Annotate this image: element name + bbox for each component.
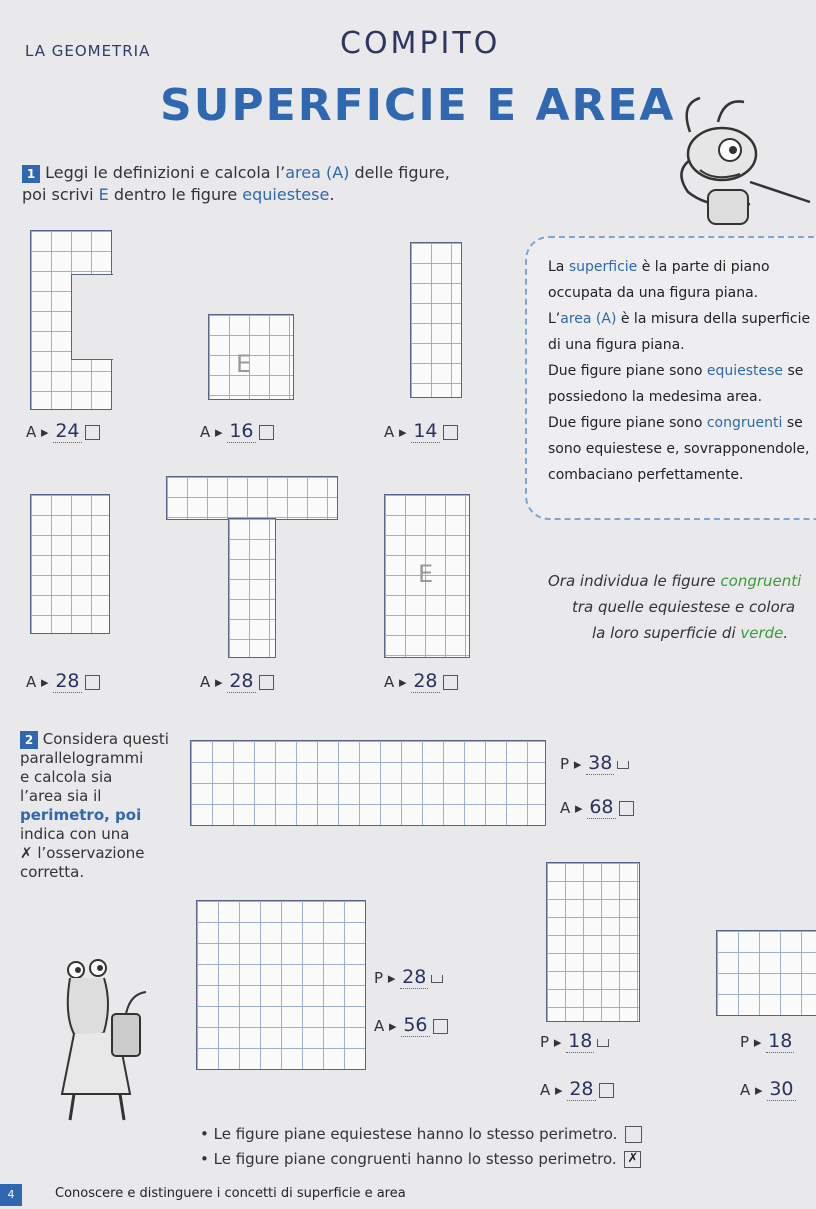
p-label-1: P ▸ 38 bbox=[560, 752, 629, 774]
figure-tall-rect bbox=[410, 242, 462, 398]
handwritten-note: COMPITO bbox=[340, 26, 501, 61]
parallelogram-3 bbox=[546, 862, 640, 1022]
observation-2-checkbox[interactable]: ✗ bbox=[624, 1151, 641, 1168]
parallelogram-2 bbox=[196, 900, 366, 1070]
area-answer-5[interactable]: 28 bbox=[229, 670, 254, 692]
footer bbox=[0, 1176, 816, 1209]
instr-text: poi scrivi bbox=[22, 185, 99, 204]
area-answer-3[interactable]: 14 bbox=[413, 420, 438, 442]
area-label-6: A ▸ 28 bbox=[384, 670, 458, 692]
perimeter-answer-3[interactable]: 18 bbox=[568, 1030, 593, 1052]
def-line: La superficie è la parte di piano bbox=[548, 259, 770, 275]
a-label-1: A ▸ 68 bbox=[560, 796, 634, 818]
definitions-text bbox=[548, 254, 816, 488]
exercise2-number: 2 bbox=[20, 731, 38, 749]
area-answer-6[interactable]: 28 bbox=[413, 670, 438, 692]
instr-text: . bbox=[329, 185, 335, 204]
section-title: LA GEOMETRIA bbox=[25, 42, 151, 60]
alien-mascot-icon bbox=[660, 92, 816, 232]
instr-text: delle figure, bbox=[349, 163, 450, 182]
area-prefix: A ▸ bbox=[26, 423, 49, 441]
area-unit-box bbox=[259, 425, 274, 440]
area-answer-p3[interactable]: 28 bbox=[569, 1078, 594, 1100]
exercise1-instruction bbox=[22, 162, 502, 206]
area-unit-box bbox=[85, 425, 100, 440]
def-line: Due figure piane sono equiestese se bbox=[548, 363, 804, 379]
area-answer-p2[interactable]: 56 bbox=[403, 1014, 428, 1036]
area-prefix: A ▸ bbox=[200, 423, 223, 441]
instr-e: E bbox=[98, 185, 109, 204]
area-answer-4[interactable]: 28 bbox=[55, 670, 80, 692]
area-label-3 bbox=[384, 420, 458, 442]
instr-text: Leggi le definizioni e calcola l’ bbox=[45, 163, 286, 182]
instr-equi: equiestese bbox=[242, 185, 330, 204]
area-label-1 bbox=[26, 420, 100, 442]
a-label-4: A ▸ 30 bbox=[740, 1078, 794, 1100]
area-label-2 bbox=[200, 420, 274, 442]
a-label-2: A ▸ 56 bbox=[374, 1014, 448, 1036]
page-number: 4 bbox=[0, 1184, 22, 1206]
figure-t-bar bbox=[166, 476, 338, 520]
area-label-4: A ▸ 28 bbox=[26, 670, 100, 692]
def-line: Due figure piane sono congruenti se bbox=[548, 415, 803, 431]
instr-text: dentro le figure bbox=[108, 185, 243, 204]
figure-c-shape-notch bbox=[71, 274, 113, 360]
observation-2: • Le figure piane congruenti hanno lo stesso perimetro. ✗ bbox=[200, 1150, 641, 1168]
p-label-3: P ▸ 18 bbox=[540, 1030, 609, 1052]
observation-1: • Le figure piane equiestese hanno lo stesso perimetro. bbox=[200, 1125, 642, 1143]
page-title: SUPERFICIE E AREA bbox=[160, 80, 676, 131]
footer-text: Conoscere e distinguere i concetti di superficie e area bbox=[55, 1186, 406, 1201]
parallelogram-1 bbox=[190, 740, 546, 826]
figure-rect-2 bbox=[30, 494, 110, 634]
def-line: combaciano perfettamente. bbox=[548, 467, 744, 483]
def-line: sono equiestese e, sovrapponendole, bbox=[548, 441, 810, 457]
parallelogram-4 bbox=[716, 930, 816, 1016]
figure-rect-3-mark: E bbox=[418, 560, 434, 588]
def-line: possiedono la medesima area. bbox=[548, 389, 763, 405]
area-prefix: A ▸ bbox=[384, 423, 407, 441]
p-label-4: P ▸ 18 bbox=[740, 1030, 793, 1052]
instr-area: area (A) bbox=[285, 163, 350, 182]
alien-mascot-icon bbox=[34, 944, 184, 1124]
observation-1-checkbox[interactable] bbox=[625, 1126, 642, 1143]
exercise1-number: 1 bbox=[22, 165, 40, 183]
def-line: occupata da una figura piana. bbox=[548, 285, 759, 301]
area-answer-2[interactable]: 16 bbox=[229, 420, 254, 442]
ora-instruction: Ora individua le figure congruenti tra quelle equiestese e colora la loro superficie di verde. bbox=[548, 572, 802, 642]
area-answer-p1[interactable]: 68 bbox=[589, 796, 614, 818]
exercise2-instruction: 2 Considera questi parallelogrammi e calcola sia l’area sia il perimetro, poi indica con una ✗ l’osservazione corretta. bbox=[20, 730, 169, 881]
perimeter-answer-2[interactable]: 28 bbox=[402, 966, 427, 988]
area-answer-1[interactable]: 24 bbox=[55, 420, 80, 442]
def-line: di una figura piana. bbox=[548, 337, 685, 353]
figure-t-stem bbox=[228, 518, 276, 658]
p-label-2: P ▸ 28 bbox=[374, 966, 443, 988]
area-unit-box bbox=[443, 425, 458, 440]
area-label-5: A ▸ 28 bbox=[200, 670, 274, 692]
def-line: L’area (A) è la misura della superficie bbox=[548, 311, 811, 327]
a-label-3: A ▸ 28 bbox=[540, 1078, 614, 1100]
perimeter-answer-1[interactable]: 38 bbox=[588, 752, 613, 774]
area-answer-p4[interactable]: 30 bbox=[769, 1078, 794, 1100]
perimeter-answer-4[interactable]: 18 bbox=[768, 1030, 793, 1052]
figure-square-mark: E bbox=[236, 350, 252, 378]
